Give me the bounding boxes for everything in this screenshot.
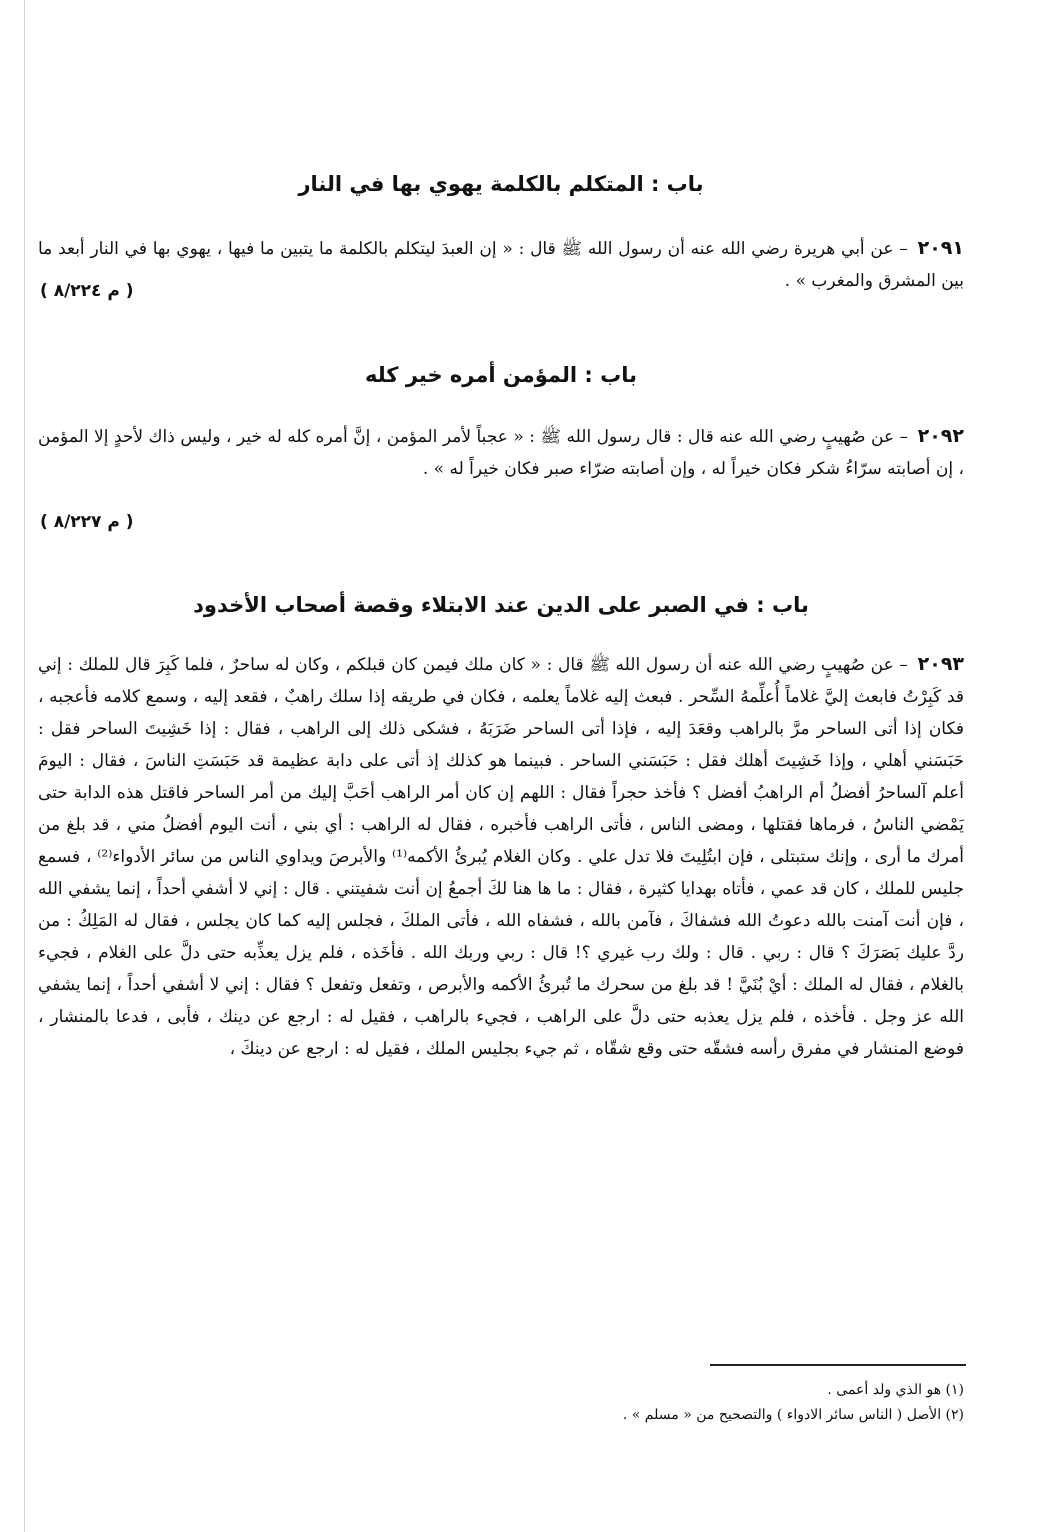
page-margin-line — [24, 0, 25, 1532]
hadith-text: – عن أبي هريرة رضي الله عنه أن رسول الله ﷺ قال : « إن العبدَ ليتكلم بالكلمة ما يتبين ما فيها ، يهوي بها في النار أبعد ما بين المشرق والمغرب » . — [38, 239, 964, 291]
footnote-2: (٢) الأصل ( الناس سائر الادواء ) والتصحيح من « مسلم » . — [622, 1407, 964, 1423]
source-reference: ( م ٨/٢٢٤ ) — [40, 281, 134, 301]
hadith-text: – عن صُهيبٍ رضي الله عنه أن رسول الله ﷺ قال : « كان ملك فيمن كان قبلكم ، وكان له ساحرٌ ، فلما كَبِرَ قال للملك : إني قد كَبِرْتُ فابعث إليَّ غلاماً أُعلِّمهُ السِّحر . فبعث إليه غلاماً يعلمه ، فكان في طريقه إذا سلك راهبٌ ، فقعد إليه ، وسمع كلامه فأعجبه ، فكان إذا أتى الساحر مرَّ بالراهب وقعَدَ إليه ، فإذا أتى الساحر ضَرَبَهُ ، فشكى ذلك إلى الراهب ، فقال : إذا خَشِيتَ الساحر فقل : حَبَسَني أهلي ، وإذا خَشِيتَ أهلك فقل : حَبَسَني الساحر . فبينما هو كذلك إذ أتى على دابة عظيمة قد حَبَسَتِ الناسَ ، فقال : اليومَ أعلم آلساحرُ أفضلُ أم الراهبُ أفضل ؟ فأخذ حجراً فقال : اللهم إن كان أمر الراهب أحَبَّ إليك من أمر الساحر فاقتل هذه الدابة حتى يَمْضي الناسُ ، فرماها فقتلها ، ومضى الناس ، فأتى الراهب فأخبره ، فقال له الراهب : أي بني ، أنت اليوم أفضلُ مني ، قد بلغ من أمرك ما أرى ، وإنك ستبتلى ، فإن ابتُلِيتَ فلا تدل علي . وكان الغلام يُبرئُ الأكمه⁽¹⁾ والأبرصَ ويداوي الناس من سائر الأدواء⁽²⁾ ، فسمع جليس للملك ، كان قد عمي ، فأتاه بهدايا كثيرة ، فقال : ما ها هنا لكَ أجمعُ إن أنت شفيتني . قال : إني لا أشفي أحداً ، إنما يشفي الله ، فإن أنت آمنت بالله دعوتُ الله فشفاكَ ، فآمن بالله ، فشفاه الله ، فأتى الملكَ ، فجلس إليه كما كان يجلس ، فقال له المَلِكُ : من ردَّ عليك بَصَرَكَ ؟ قال : ربي . قال : ولك رب غيري ؟! قال : ربي وربك الله . فأخَذه ، فلم يزل يعذِّبه حتى دلَّ على الغلام ، فجيء بالغلام ، فقال له الملك : أيْ بُنَيَّ ! قد بلغ من سحرك ما تُبرئُ الأكمه والأبرص ، وتفعل وتفعل ؟ فقال : إني لا أشفي أحداً ، إنما يشفي الله عز وجل . فأخذه ، فلم يزل يعذبه حتى دلَّ على الراهب ، فجيء بالراهب ، فقيل له : ارجع عن دينك ، فأبى ، فدعا بالمنشار ، فوضع المنشار في مفرق رأسه فشقّه حتى وقع شقّاه ، ثم جيء بجليس الملك ، فقيل له : ارجع عن دينكَ ، — [38, 655, 964, 1059]
hadith-number: ٢٠٩٣ — [917, 653, 965, 675]
footnote-1: (١) هو الذي ولد أعمى . — [827, 1382, 964, 1398]
hadith-2093 — [38, 648, 964, 1065]
hadith-2092 — [38, 420, 964, 485]
source-reference: ( م ٨/٢٢٧ ) — [40, 512, 134, 532]
section-heading-2091: باب : المتكلم بالكلمة يهوي بها في النار — [298, 172, 704, 196]
hadith-text: – عن صُهيبٍ رضي الله عنه قال : قال رسول الله ﷺ : « عجباً لأمر المؤمن ، إنَّ أمره كله له خير ، وليس ذاك لأحدٍ إلا المؤمن ، إن أصابته سرّاءُ شكر فكان خيراً له ، وإن أصابته ضرّاء صبر فكان خيراً له » . — [38, 427, 964, 479]
footnote-separator — [710, 1364, 966, 1366]
section-heading-2092: باب : المؤمن أمره خير كله — [364, 363, 637, 387]
hadith-2091 — [38, 232, 964, 297]
hadith-number: ٢٠٩١ — [917, 237, 964, 259]
hadith-number: ٢٠٩٢ — [917, 425, 964, 447]
section-heading-2093: باب : في الصبر على الدين عند الابتلاء وقصة أصحاب الأخدود — [193, 593, 809, 617]
